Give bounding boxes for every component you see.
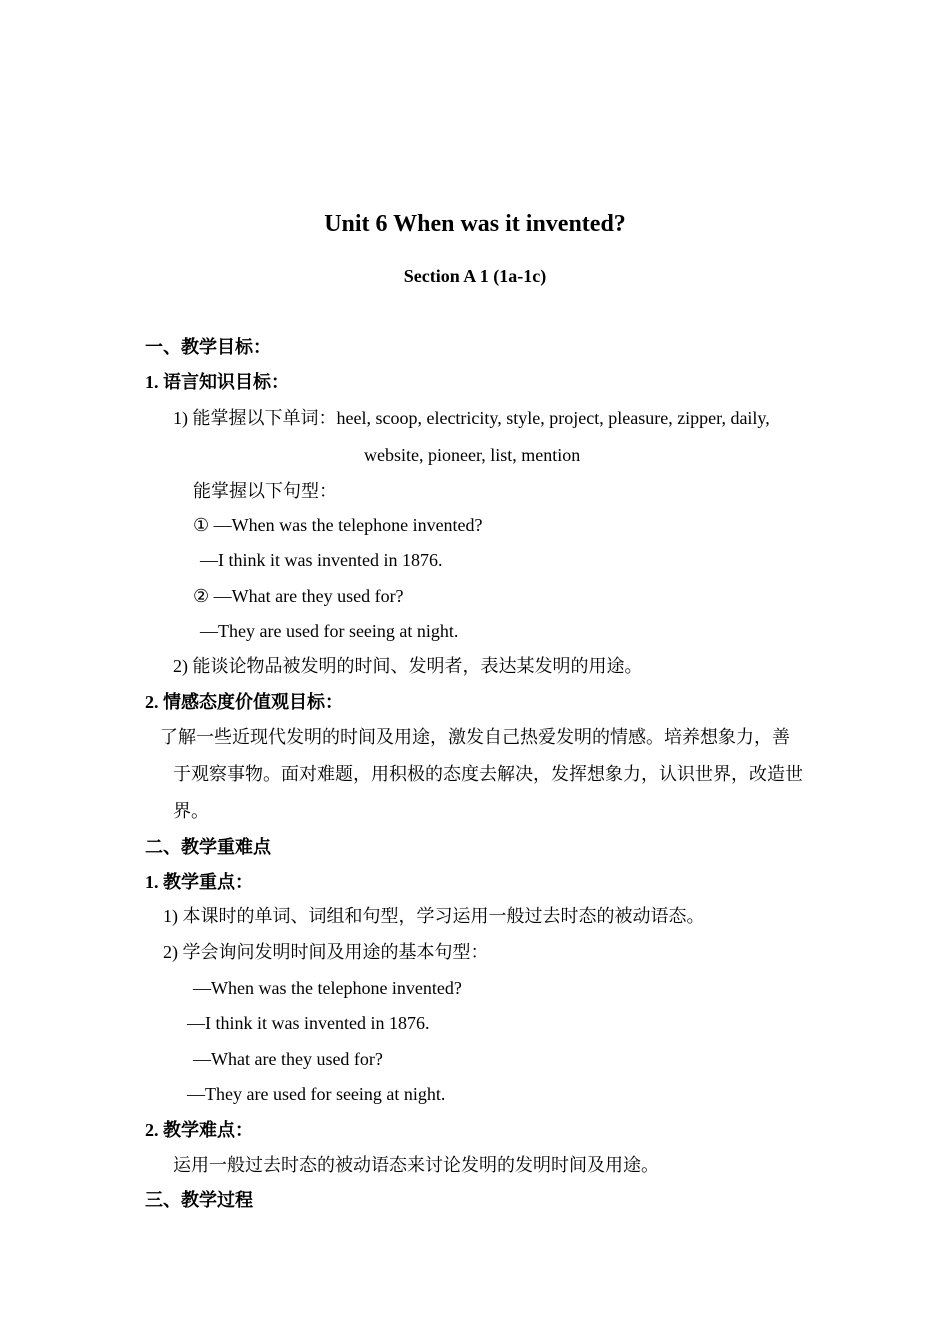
heading-teaching-process: 三、教学过程 bbox=[145, 1190, 253, 1210]
key-example-2-question: —What are they used for? bbox=[193, 1049, 383, 1069]
heading-key-difficult-points: 二、教学重难点 bbox=[145, 837, 271, 857]
key-point-1: 1) 本课时的单词、词组和句型，学习运用一般过去时态的被动语态。 bbox=[163, 906, 705, 926]
page-title: Unit 6 When was it invented? bbox=[324, 211, 626, 237]
emotional-goals-line-2: 于观察事物。面对难题，用积极的态度去解决，发挥想象力，认识世界，改造世 bbox=[173, 764, 803, 784]
key-point-2: 2) 学会询问发明时间及用途的基本句型： bbox=[163, 942, 489, 962]
heading-teaching-goals: 一、教学目标： bbox=[145, 337, 271, 357]
language-goal-2: 2) 能谈论物品被发明的时间、发明者，表达某发明的用途。 bbox=[173, 656, 643, 676]
heading-difficult-points: 2. 教学难点： bbox=[145, 1120, 253, 1140]
section-subtitle: Section A 1 (1a-1c) bbox=[403, 266, 547, 286]
vocab-line-2: website, pioneer, list, mention bbox=[364, 445, 581, 465]
heading-language-goals: 1. 语言知识目标： bbox=[145, 372, 289, 392]
example-2-question: ② —What are they used for? bbox=[193, 586, 404, 606]
difficult-point-text: 运用一般过去时态的被动语态来讨论发明的发明时间及用途。 bbox=[173, 1155, 659, 1175]
sentence-patterns-intro: 能掌握以下句型： bbox=[193, 481, 337, 501]
example-1-answer: —I think it was invented in 1876. bbox=[200, 550, 443, 570]
vocab-line-1: 1) 能掌握以下单词：heel, scoop, electricity, style, project, pleasure, zipper, daily, bbox=[173, 408, 770, 428]
heading-emotional-goals: 2. 情感态度价值观目标： bbox=[145, 692, 343, 712]
heading-key-points: 1. 教学重点： bbox=[145, 872, 253, 892]
key-example-2-answer: —They are used for seeing at night. bbox=[187, 1084, 446, 1104]
example-2-answer: —They are used for seeing at night. bbox=[200, 621, 459, 641]
emotional-goals-line-3: 界。 bbox=[173, 801, 209, 821]
key-example-1-answer: —I think it was invented in 1876. bbox=[187, 1013, 430, 1033]
example-1-question: ① —When was the telephone invented? bbox=[193, 515, 483, 535]
emotional-goals-line-1: 了解一些近现代发明的时间及用途，激发自己热爱发明的情感。培养想象力，善 bbox=[160, 727, 790, 747]
key-example-1-question: —When was the telephone invented? bbox=[193, 978, 462, 998]
